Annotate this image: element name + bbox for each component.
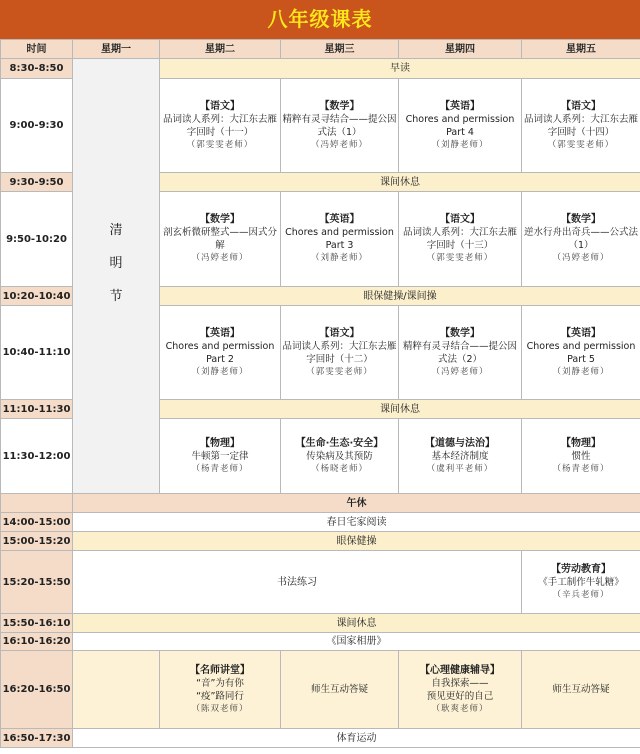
lesson-cell xyxy=(160,192,281,287)
time-slot: 16:10-16:20 xyxy=(1,633,73,651)
header-thursday: 星期四 xyxy=(399,40,522,59)
band-cell: 课间休息 xyxy=(73,614,640,633)
lesson-subject: 【数学】 xyxy=(440,327,480,339)
row-break xyxy=(1,614,640,633)
lesson-subject: 【名师讲堂】 xyxy=(190,664,250,676)
lesson-cell xyxy=(160,419,281,494)
lesson-subject: 【英语】 xyxy=(319,214,360,225)
lesson-teacher: （刘静老师） xyxy=(191,366,249,377)
row-lunch xyxy=(1,494,640,513)
lesson-title: 师生互动答疑 xyxy=(552,684,610,695)
lesson-title: Chores and permission Part 5 xyxy=(526,340,636,365)
band-cell: 课间休息 xyxy=(160,173,640,192)
time-slot: 16:20-16:50 xyxy=(1,651,73,729)
header-tuesday: 星期二 xyxy=(160,40,281,59)
lesson-title: 牛顿第一定律 xyxy=(191,450,249,462)
lesson-cell xyxy=(522,551,640,614)
lesson-title: 品词读人系列：大江东去雁字回时（十四） xyxy=(523,113,638,138)
time-slot: 10:40-11:10 xyxy=(1,306,73,400)
lesson-teacher: （杨晓老师） xyxy=(310,463,368,474)
lesson-teacher: （耿爽老师） xyxy=(431,703,489,714)
lesson-cell xyxy=(399,79,522,173)
holiday-label xyxy=(109,209,122,319)
row-afternoon xyxy=(1,651,640,729)
lesson-teacher: （冯婷老师） xyxy=(552,253,610,263)
header-row xyxy=(1,40,640,59)
lesson-title: 《手工制作牛轧糖》 xyxy=(538,576,624,588)
lesson-title: Chores and permission Part 4 xyxy=(405,113,515,138)
lesson-subject: 【语文】 xyxy=(200,100,240,112)
band-cell: 眼保健操/课间操 xyxy=(160,287,640,306)
lesson-title: Chores and permission Part 3 xyxy=(285,227,394,251)
header-wednesday: 星期三 xyxy=(281,40,399,59)
lesson-cell xyxy=(399,651,522,729)
lesson-cell xyxy=(160,651,281,729)
lesson-subject: 【道德与法治】 xyxy=(425,437,495,449)
schedule-table xyxy=(0,39,640,748)
holiday-char: 清 xyxy=(109,223,123,238)
lesson-title: “疫”路同行 xyxy=(196,690,244,702)
lesson-title: 逆水行舟出奇兵——公式法（1） xyxy=(523,227,638,251)
row-eye-exercise xyxy=(1,532,640,551)
header-friday: 星期五 xyxy=(522,40,640,59)
lesson-title: 品词读人系列：大江东去雁字回时（十二） xyxy=(282,340,397,365)
lesson-teacher: （杨青老师） xyxy=(191,463,249,474)
row-morning-reading xyxy=(1,59,640,79)
lesson-subject: 【数学】 xyxy=(200,214,240,225)
row-national-album xyxy=(1,633,640,651)
time-slot: 14:00-15:00 xyxy=(1,513,73,532)
lesson-subject: 【心理健康辅导】 xyxy=(420,664,500,676)
lesson-teacher: （刘静老师） xyxy=(310,253,368,263)
lesson-title: 品词读人系列：大江东去雁字回时（十一） xyxy=(162,113,277,138)
header-monday: 星期一 xyxy=(73,40,160,59)
time-slot: 15:50-16:10 xyxy=(1,614,73,633)
lesson-title: 自我探索—— xyxy=(431,677,489,689)
row-calligraphy xyxy=(1,551,640,614)
time-slot: 15:00-15:20 xyxy=(1,532,73,551)
monday-holiday xyxy=(73,59,160,494)
page-title: 八年级课表 xyxy=(0,0,640,39)
lesson-teacher: （郭雯雯老师） xyxy=(426,253,494,263)
lesson-cell xyxy=(281,192,399,287)
lesson-teacher: （郭雯雯老师） xyxy=(306,366,373,377)
lesson-subject: 【物理】 xyxy=(200,437,240,449)
lesson-cell xyxy=(160,306,281,400)
lesson-title: Chores and permission Part 2 xyxy=(165,340,275,365)
lesson-cell xyxy=(522,651,640,729)
band-cell: 眼保健操 xyxy=(73,532,640,551)
lesson-cell xyxy=(399,192,522,287)
lesson-teacher: （刘静老师） xyxy=(552,366,610,377)
band-cell: 早读 xyxy=(160,59,640,79)
lesson-title: 品词读人系列：大江东去雁字回时（十三） xyxy=(402,227,517,251)
lesson-teacher: （郭雯雯老师） xyxy=(186,139,254,150)
lesson-subject: 【英语】 xyxy=(440,100,480,112)
lesson-teacher: （郭雯雯老师） xyxy=(547,139,615,150)
time-slot: 16:50-17:30 xyxy=(1,729,73,748)
holiday-char: 节 xyxy=(109,289,123,304)
lesson-title: 精粹有灵寻结合——提公因式法（2） xyxy=(402,340,517,365)
band-cell: 书法练习 xyxy=(73,551,522,614)
lesson-title: 传染病及其预防 xyxy=(306,450,373,462)
lesson-teacher: （辛兵老师） xyxy=(552,589,610,600)
lesson-teacher: （杨青老师） xyxy=(552,463,610,474)
band-cell: 体育运动 xyxy=(73,729,640,748)
monday-empty xyxy=(73,651,160,729)
lesson-subject: 【英语】 xyxy=(561,327,601,339)
band-cell: 《国家相册》 xyxy=(73,633,640,651)
lesson-subject: 【物理】 xyxy=(561,437,601,449)
lesson-title: 预见更好的自己 xyxy=(426,690,494,702)
lesson-subject: 【语文】 xyxy=(561,100,601,112)
row-sports xyxy=(1,729,640,748)
lesson-cell xyxy=(522,306,640,400)
lesson-cell xyxy=(399,419,522,494)
lesson-teacher: （冯婷老师） xyxy=(191,253,249,263)
lesson-subject: 【数学】 xyxy=(561,214,601,225)
lesson-title: 剖玄析微研整式——因式分解 xyxy=(162,227,277,251)
time-slot: 10:20-10:40 xyxy=(1,287,73,306)
lesson-teacher: （冯婷老师） xyxy=(431,366,489,377)
lesson-cell xyxy=(522,419,640,494)
lesson-title: 师生互动答疑 xyxy=(310,684,368,695)
lesson-teacher: （陈双老师） xyxy=(191,703,249,714)
row-reading xyxy=(1,513,640,532)
lesson-subject: 【生命·生态·安全】 xyxy=(295,437,384,449)
time-slot: 11:10-11:30 xyxy=(1,400,73,419)
lesson-title: 精粹有灵寻结合——提公因式法（1） xyxy=(282,113,397,138)
time-slot: 11:30-12:00 xyxy=(1,419,73,494)
time-slot: 9:30-9:50 xyxy=(1,173,73,192)
lesson-subject: 【英语】 xyxy=(200,327,240,339)
lesson-cell xyxy=(522,79,640,173)
time-slot: 9:50-10:20 xyxy=(1,192,73,287)
band-cell: 午休 xyxy=(73,494,640,513)
time-slot: 9:00-9:30 xyxy=(1,79,73,173)
lesson-cell xyxy=(281,79,399,173)
time-slot xyxy=(1,494,73,513)
lesson-cell xyxy=(399,306,522,400)
lesson-cell xyxy=(281,306,399,400)
time-slot: 15:20-15:50 xyxy=(1,551,73,614)
lesson-teacher: （虞利平老师） xyxy=(426,463,494,474)
lesson-cell xyxy=(281,651,399,729)
lesson-subject: 【语文】 xyxy=(440,214,480,225)
band-cell: 春日宅家阅读 xyxy=(73,513,640,532)
lesson-subject: 【语文】 xyxy=(319,327,360,339)
lesson-title: 惯性 xyxy=(571,450,591,462)
band-cell: 课间休息 xyxy=(160,400,640,419)
lesson-subject: 【数学】 xyxy=(319,100,360,112)
lesson-subject: 【劳动教育】 xyxy=(551,563,611,575)
time-slot: 8:30-8:50 xyxy=(1,59,73,79)
lesson-title: 基本经济制度 xyxy=(431,450,489,462)
lesson-teacher: （刘静老师） xyxy=(431,139,489,150)
header-time: 时间 xyxy=(1,40,73,59)
lesson-title: “音”为有你 xyxy=(196,677,244,689)
lesson-cell xyxy=(160,79,281,173)
lesson-cell xyxy=(522,192,640,287)
lesson-cell xyxy=(281,419,399,494)
holiday-char: 明 xyxy=(109,256,123,271)
lesson-teacher: （冯婷老师） xyxy=(310,139,368,150)
